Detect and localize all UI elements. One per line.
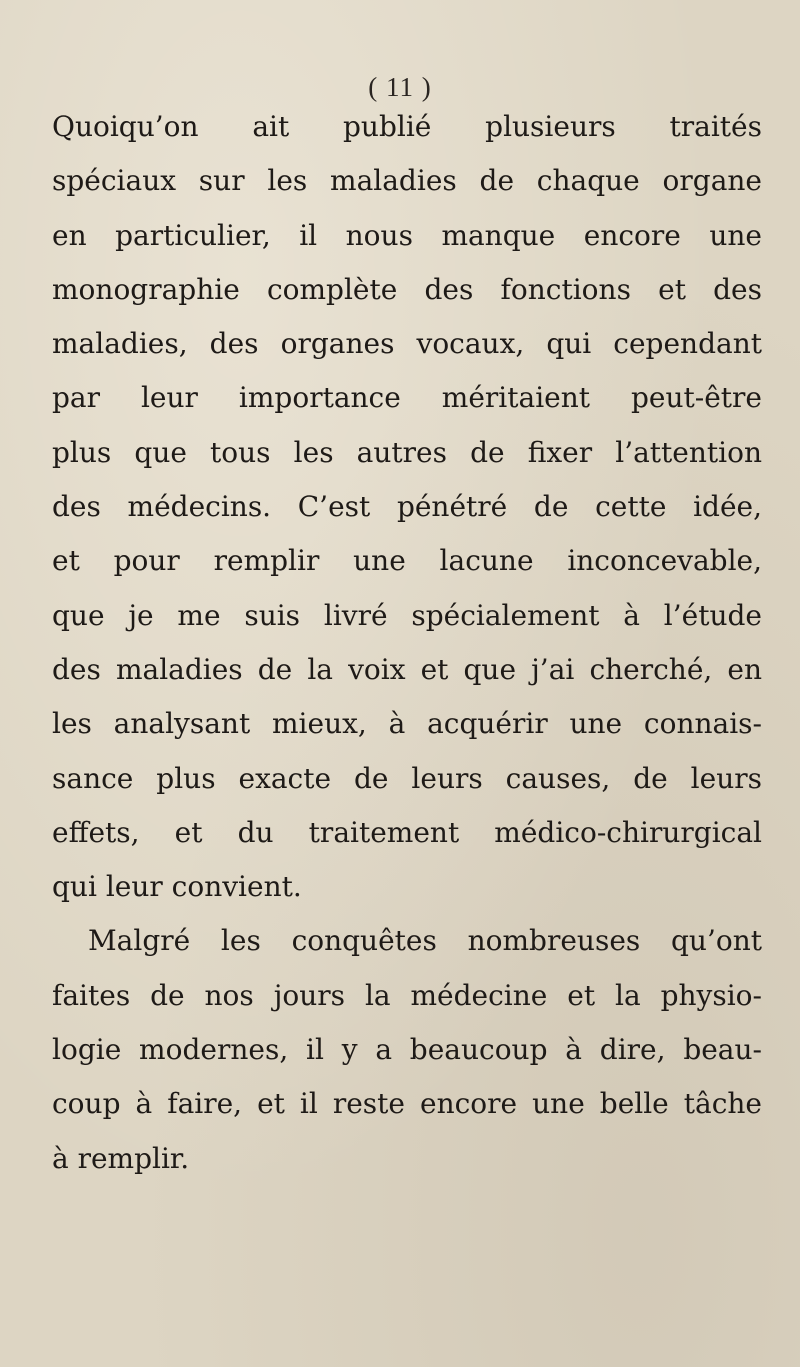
text-line: coup à faire, et il reste encore une belle tâche xyxy=(52,1087,762,1121)
text-line: à remplir. xyxy=(52,1141,190,1175)
text-line: spéciaux sur les maladies de chaque organe xyxy=(52,164,762,198)
text-line: et pour remplir une lacune inconcevable, xyxy=(52,544,762,578)
text-line: des médecins. C’est pénétré de cette idée, xyxy=(52,490,762,524)
text-line: en particulier, il nous manque encore une xyxy=(52,218,762,252)
text-line: par leur importance méritaient peut-être xyxy=(52,381,762,415)
text-line: logie modernes, il y a beaucoup à dire, beau- xyxy=(52,1033,762,1067)
text-line: sance plus exacte de leurs causes, de leurs xyxy=(52,761,762,795)
text-line: monographie complète des fonctions et des xyxy=(52,272,762,306)
text-line: maladies, des organes vocaux, qui cependant xyxy=(52,327,762,361)
paragraph-2 xyxy=(52,914,762,1185)
text-line: Quoiqu’on ait publié plusieurs traités xyxy=(52,110,762,143)
text-line: des maladies de la voix et que j’ai cherché, en xyxy=(52,652,762,686)
text-line: Malgré les conquêtes nombreuses qu’ont xyxy=(88,924,762,958)
text-line: effets, et du traitement médico-chirurgical xyxy=(52,815,762,849)
paragraph-1 xyxy=(52,100,762,914)
text-line: les analysant mieux, à acquérir une connais- xyxy=(52,707,762,741)
body-text xyxy=(52,100,762,1186)
text-line: faites de nos jours la médecine et la physio- xyxy=(52,978,762,1012)
page-number: ( 11 ) xyxy=(368,72,432,102)
text-line: plus que tous les autres de fixer l’attention xyxy=(52,435,762,469)
text-line: que je me suis livré spécialement à l’étude xyxy=(52,598,762,632)
text-line: qui leur convient. xyxy=(52,870,302,904)
